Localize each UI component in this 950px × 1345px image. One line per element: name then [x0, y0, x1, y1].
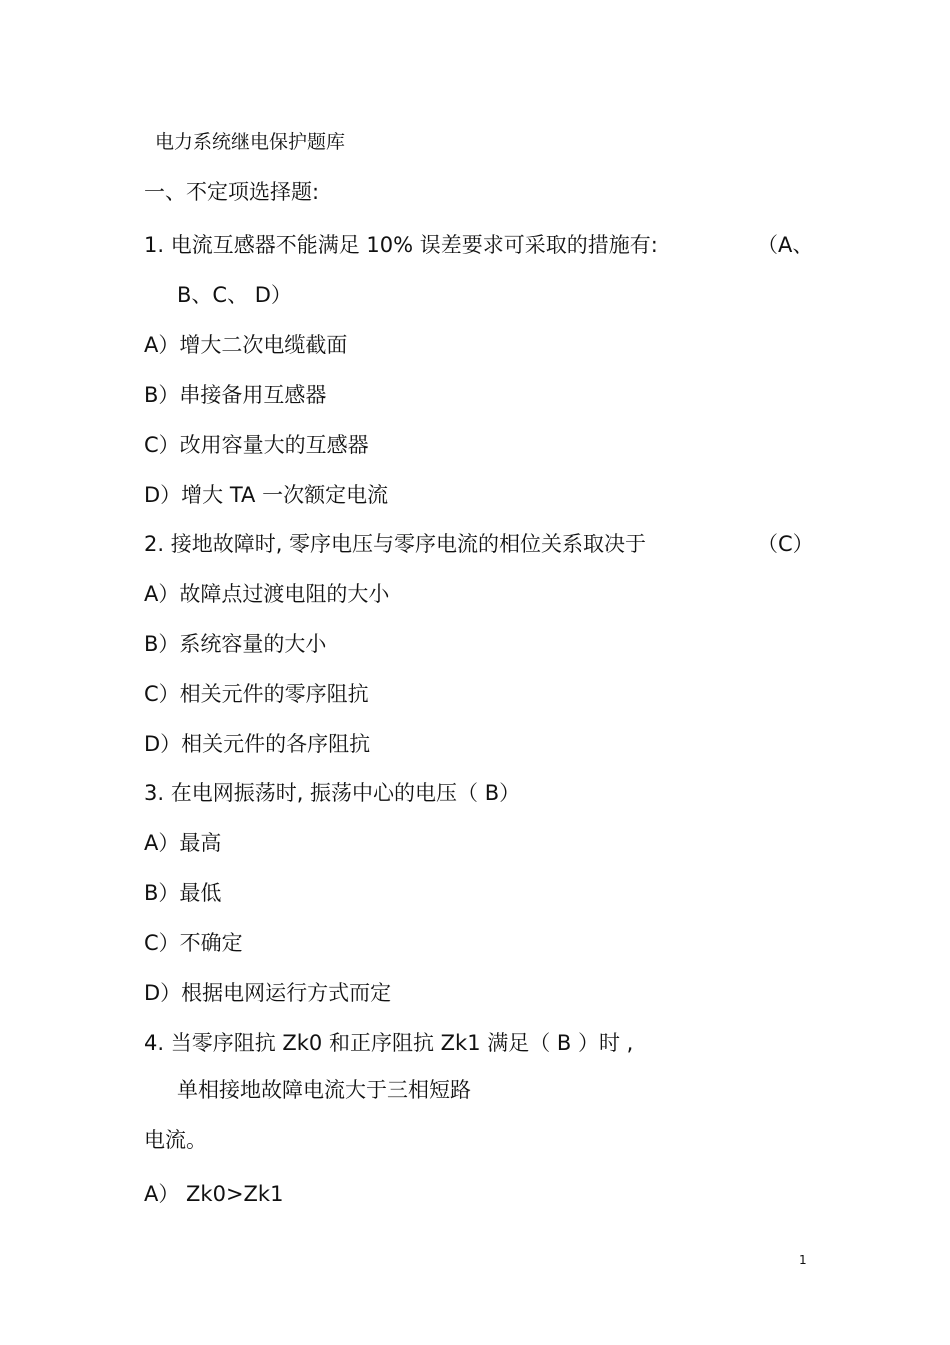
question-4-option-a: A） Zk0>Zk1	[144, 1182, 284, 1206]
question-1-answer-cont: B、C、 D）	[177, 283, 292, 307]
question-1-option-d: D）增大 TA 一次额定电流	[144, 483, 389, 507]
document-title: 电力系统继电保护题库	[155, 131, 346, 153]
question-2-answer: （C）	[757, 532, 814, 556]
question-2-option-a: A）故障点过渡电阻的大小	[144, 582, 390, 606]
question-3-option-d: D）根据电网运行方式而定	[144, 981, 392, 1005]
question-2-option-c: C）相关元件的零序阻抗	[144, 682, 369, 706]
question-1-option-b: B）串接备用互感器	[144, 383, 327, 407]
question-3-option-b: B）最低	[144, 881, 222, 905]
question-4-stem-cont: 单相接地故障电流大于三相短路	[177, 1078, 471, 1102]
question-1-answer: （A、	[757, 233, 814, 257]
question-1-option-a: A）增大二次电缆截面	[144, 333, 348, 357]
section-heading: 一、不定项选择题:	[144, 180, 320, 204]
question-2-option-d: D）相关元件的各序阻抗	[144, 732, 371, 756]
question-1-stem: 1. 电流互感器不能满足 10% 误差要求可采取的措施有:	[144, 233, 658, 257]
question-3-option-c: C）不确定	[144, 931, 243, 955]
question-2-option-b: B）系统容量的大小	[144, 632, 327, 656]
question-4-stem-tail: 电流。	[144, 1128, 207, 1152]
question-4-stem: 4. 当零序阻抗 Zk0 和正序阻抗 Zk1 满足（ B ）时 ,	[144, 1031, 634, 1055]
question-3-stem: 3. 在电网振荡时, 振荡中心的电压（ B）	[144, 781, 521, 805]
question-1-option-c: C）改用容量大的互感器	[144, 433, 369, 457]
question-3-option-a: A）最高	[144, 831, 222, 855]
page-number: 1	[799, 1253, 807, 1267]
question-2-stem: 2. 接地故障时, 零序电压与零序电流的相位关系取决于	[144, 532, 647, 556]
